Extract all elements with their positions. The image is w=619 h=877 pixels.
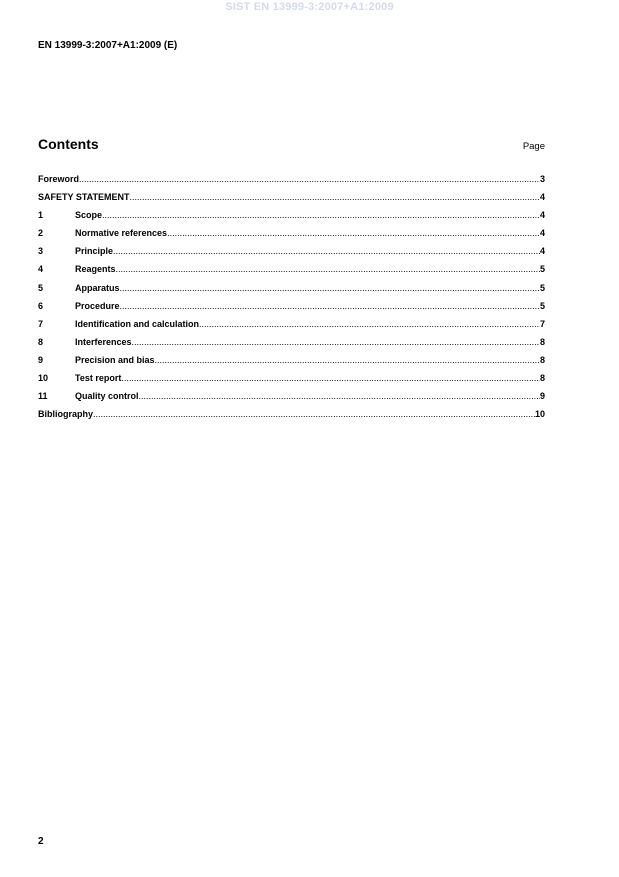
toc-entry[interactable] xyxy=(38,355,545,373)
toc-entry-page: 3 xyxy=(539,174,545,184)
toc-entry[interactable] xyxy=(38,319,545,337)
toc-entry-number: 3 xyxy=(38,246,44,257)
toc-entry-number: 5 xyxy=(38,282,44,293)
toc-entry-number: 7 xyxy=(38,318,44,329)
page-number: 2 xyxy=(38,836,44,847)
toc-entry-title: Principle xyxy=(75,246,114,257)
toc-entry-title: Scope xyxy=(75,210,103,221)
toc-entry-title: Reagents xyxy=(75,264,116,275)
dot-leader xyxy=(199,319,540,329)
watermark-text: SIST EN 13999-3:2007+A1:2009 xyxy=(225,1,394,13)
toc-entry-title: Quality control xyxy=(75,391,139,402)
toc-entry[interactable] xyxy=(38,210,545,228)
dot-leader xyxy=(102,210,540,220)
toc-entry-page: 4 xyxy=(539,210,545,221)
toc-entry-page: 5 xyxy=(539,300,545,311)
toc-entry-title: Interferences xyxy=(75,336,132,347)
dot-leader xyxy=(167,228,540,238)
toc-entry-number: 4 xyxy=(38,264,44,275)
toc-entry[interactable] xyxy=(38,174,545,192)
toc-entry-title: Procedure xyxy=(75,300,120,311)
toc-entry[interactable] xyxy=(38,301,545,319)
dot-leader xyxy=(120,283,540,293)
toc-entry-title: Test report xyxy=(75,373,122,384)
document-id: EN 13999-3:2007+A1:2009 (E) xyxy=(38,40,178,51)
toc-entry-title: Identification and calculation xyxy=(75,318,200,329)
toc-entry[interactable] xyxy=(38,391,545,409)
toc-entry-page: 4 xyxy=(539,246,545,257)
toc-entry-number: 11 xyxy=(38,391,48,402)
toc-entry-page: 9 xyxy=(539,391,545,402)
page-column-label: Page xyxy=(522,141,545,152)
dot-leader xyxy=(132,337,540,347)
dot-leader xyxy=(79,174,540,184)
dot-leader xyxy=(121,373,540,383)
toc-entry-page: 8 xyxy=(539,354,545,365)
toc-entry-number: 10 xyxy=(38,373,49,384)
toc-entry-number: 8 xyxy=(38,336,44,347)
toc-entry[interactable] xyxy=(38,373,545,391)
dot-leader xyxy=(130,192,540,202)
toc-entry-number: 1 xyxy=(38,210,44,221)
toc-entry-number: 2 xyxy=(38,228,44,239)
toc-entry-page: 4 xyxy=(539,192,545,203)
dot-leader xyxy=(113,246,540,256)
toc-entry[interactable] xyxy=(38,264,545,282)
toc-entry-page: 7 xyxy=(539,318,545,329)
dot-leader xyxy=(116,264,540,274)
dot-leader xyxy=(120,301,540,311)
toc-entry[interactable] xyxy=(38,192,545,210)
toc-entry[interactable] xyxy=(38,337,545,355)
dot-leader xyxy=(93,409,535,419)
toc-entry-title: Foreword xyxy=(38,174,80,184)
dot-leader xyxy=(139,391,540,401)
dot-leader xyxy=(155,355,540,365)
toc-entry-title: Apparatus xyxy=(75,282,120,293)
toc-entry-page: 8 xyxy=(539,373,545,384)
toc-entry-title: Normative references xyxy=(75,228,168,239)
toc-entry-page: 5 xyxy=(539,282,545,293)
toc-entry-number: 6 xyxy=(38,300,44,311)
toc-entry-page: 5 xyxy=(539,264,545,275)
toc-entry[interactable] xyxy=(38,283,545,301)
toc-entry-page: 4 xyxy=(539,228,545,239)
toc-entry-page: 10 xyxy=(534,409,545,420)
contents-heading: Contents xyxy=(38,136,99,152)
toc-entry-title: SAFETY STATEMENT xyxy=(38,192,130,203)
toc-entry-page: 8 xyxy=(539,336,545,347)
toc-entry[interactable] xyxy=(38,228,545,246)
toc-entry-number: 9 xyxy=(38,354,44,365)
toc-entry-title: Bibliography xyxy=(38,409,94,420)
toc-entry-title: Precision and bias xyxy=(75,354,155,365)
toc-entry[interactable] xyxy=(38,246,545,264)
toc-entry[interactable] xyxy=(38,409,545,427)
table-of-contents xyxy=(38,174,545,427)
